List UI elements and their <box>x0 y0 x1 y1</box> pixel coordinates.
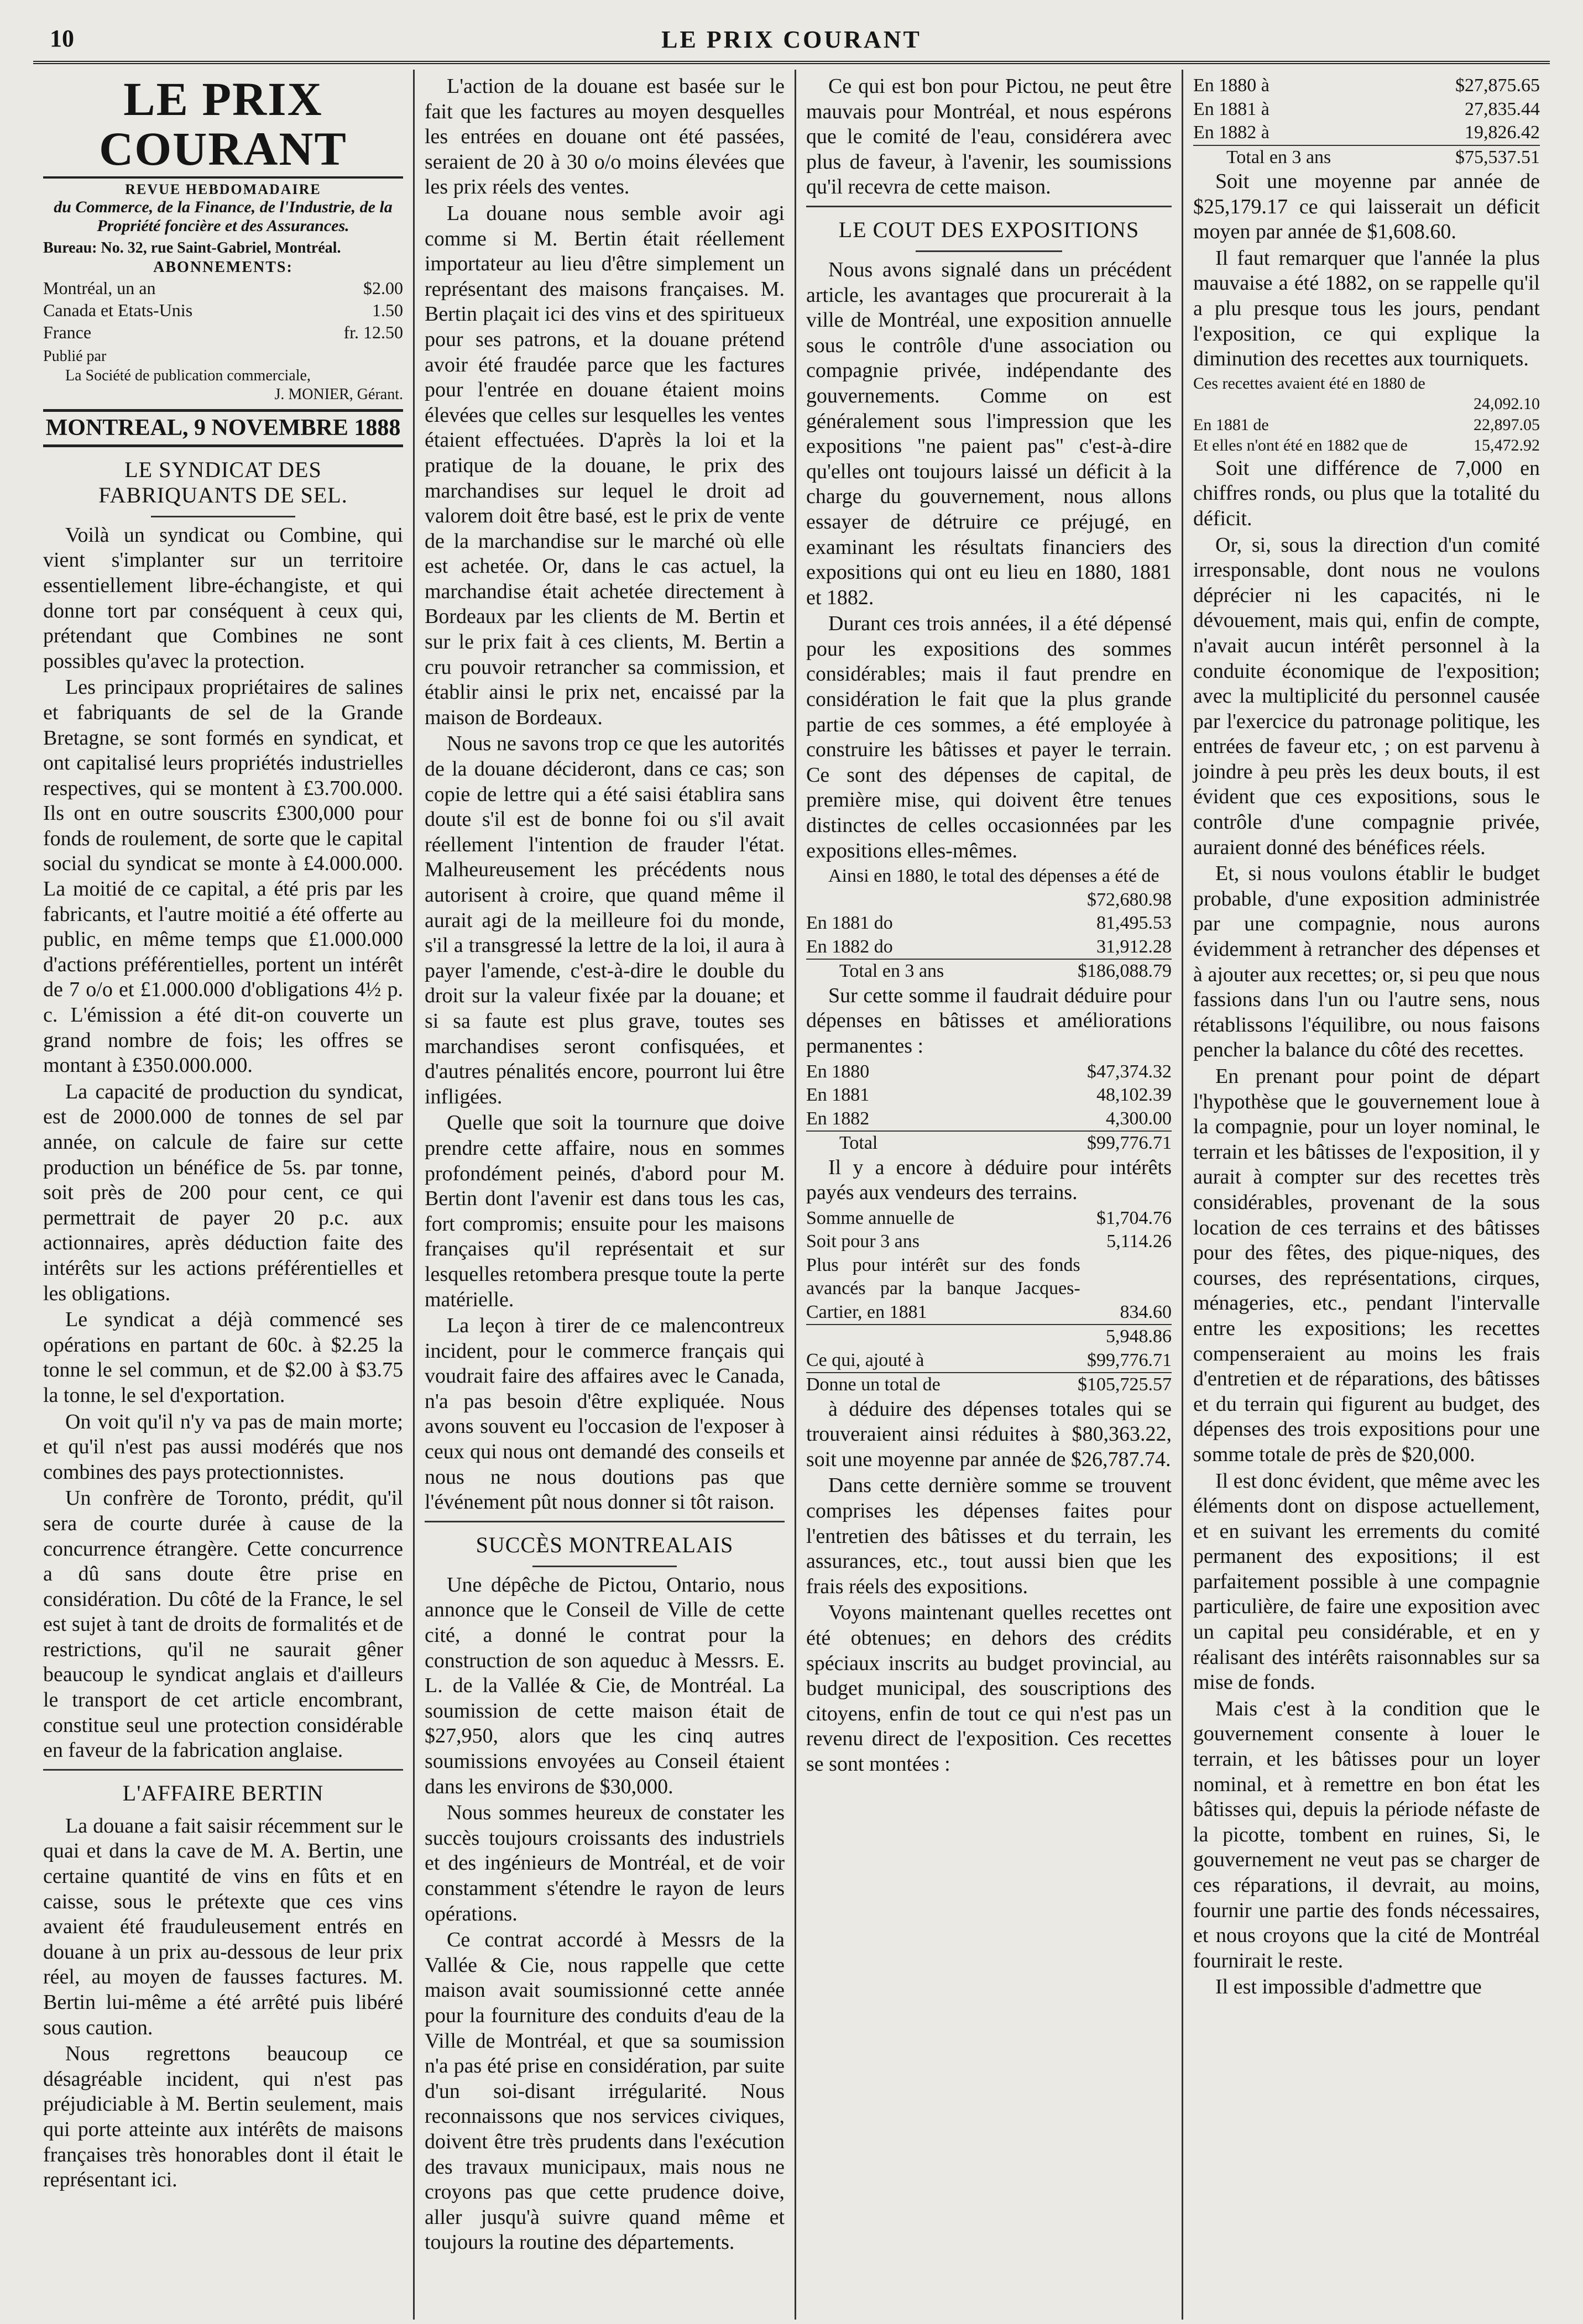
paragraph: Mais c'est à la condition que le gouvernement consente à louer le terrain, et les bâtisses pour un loyer nominal, et à remettre en bon état les bâtisses qui, depuis la période néfaste de la picotte, tombent en ruines, Si, le gouvernement ne veut pas se charger de ces réparations, il devrait, au moins, fournir une partie des fonds nécessaires, et nous croyons que la cité de Montréal fournirait le reste. <box>1193 1697 1540 1972</box>
ledger-amount: 31,912.28 <box>1096 936 1172 957</box>
paragraph: Nous ne savons trop ce que les autorités de la douane décideront, dans ce cas; son copie de lettre qui a été saisi établira sans doute s'il est de bonne foi ou s'il avait réellement l'intention de frauder l'état. Malheureusement les précédents nous autorisent à croire, que quand même il aurait agi de la meilleure foi du monde, s'il a transgressé la lettre de la loi, il aura à payer l'amende, c'est-à-dire le double du droit sur la valeur fixée par la douane; et si sa faute est plus grave, toutes ses marchandises seront confisquées, et d'autres pénalités encore, pourront lui être infligées. <box>425 732 785 1108</box>
ledger-amount: $27,875.65 <box>1455 75 1540 96</box>
table-row <box>1193 415 1540 436</box>
ledger-label: En 1881 do <box>806 913 893 934</box>
table-row <box>806 912 1172 935</box>
running-title: LE PRIX COURANT <box>661 26 922 53</box>
ledger-amount: $1,704.76 <box>1096 1207 1172 1228</box>
subscriptions-table <box>43 277 403 343</box>
paragraph: Soit une moyenne par année de $25,179.17 ce qui laisserait un déficit moyen par année de $1,608.60. <box>1193 170 1540 244</box>
manager-signature: J. MONIER, Gérant. <box>274 385 403 403</box>
divider <box>151 516 295 517</box>
paragraph: Il faut remarquer que l'année la plus mauvaise a été 1882, on se rappelle qu'il a plu presque tous les jours, pendant l'exposition, ce qui explique la diminution des recettes aux tourniquets. <box>1193 246 1540 371</box>
divider <box>532 1566 676 1567</box>
table-row <box>806 1130 1172 1155</box>
ledger-label: En 1880 à <box>1193 75 1269 96</box>
office-address: Bureau: No. 32, rue Saint-Gabriel, Montréal. <box>43 239 341 257</box>
paragraph: Voyons maintenant quelles recettes ont été obtenues; en dehors des crédits spéciaux inscrits au budget provincial, au budget municipal, des souscriptions des citoyens, enfin de tout ce qui n'est pas un revenu direct de l'exposition. Ces recettes se sont montées : <box>806 1601 1172 1776</box>
paragraph: Soit une différence de 7,000 en chiffres ronds, ou plus que la totalité du déficit. <box>1193 456 1540 530</box>
ledger-amount: 27,835.44 <box>1465 98 1540 119</box>
table-row <box>806 1254 1172 1325</box>
interest-ledger <box>806 1207 1172 1397</box>
paragraph: La douane nous semble avoir agi comme si M. Bertin était réellement importateur au lieu d'être simplement un représentant des maisons françaises. M. Bertin plaçait ici des vins et des spiritueux pour ses patrons, et la douane prétend avoir été fraudée parce que les factures pour l'entrée en douane étaient moins élevées que celles sur lesquelles les ventes étaient effectuées. D'après la loi et la pratique de la douane, le prix des marchandises sur lequel le droit ad valorem doit être basé, est le prix de vente de la marchandise sur le marché où elle est achetée. Or, dans le cas actuel, la marchandise était achetée directement à Bordeaux par les clients de M. Bertin et sur le prix fait à ces clients, M. Bertin a cru pouvoir retrancher sa commission, et établir ainsi le prix net, encaissé par la maison de Bordeaux. <box>425 201 785 729</box>
ledger-amount: 22,897.05 <box>1474 415 1540 434</box>
gate-receipts-ledger <box>1193 373 1540 456</box>
paragraph: La capacité de production du syndicat, est de 2000.000 de tonnes de sel par année, on calcule de faire sur cette production un bénéfice de 5s. par tonne, soit près de 200 pour cent, ce qui permettrait de payer 20 p.c. aux actionnaires, après déduction faite des intérêts sur les actions préférentielles et les obligations. <box>43 1080 403 1305</box>
table-row <box>806 959 1172 983</box>
ledger-label: En 1882 à <box>1193 122 1269 143</box>
subscription-amount: 1.50 <box>372 300 403 320</box>
receipts-ledger <box>1193 74 1540 169</box>
column-2 <box>415 70 796 2320</box>
subscriptions-label: ABONNEMENTS: <box>153 258 293 276</box>
paragraph: Un confrère de Toronto, prédit, qu'il sera de courte durée à cause de la concurrence étrangère. Cette concurrence a dû sans doute être prise en considération. Du côté de la France, le sel est sujet à tant de droits de formalités et de restrictions, qu'il ne saurait gêner beaucoup le syndicat anglais et d'ailleurs le transport de cet article encombrant, constitue seul une protection considérable en faveur de la fabrication anglaise. <box>43 1486 403 1762</box>
paragraph: On voit qu'il n'y va pas de main morte; et qu'il n'est pas aussi modérés que nos combines des pays protectionnistes. <box>43 1410 403 1484</box>
divider <box>425 1521 785 1522</box>
ledger-amount: 19,826.42 <box>1465 122 1540 143</box>
ledger-label: En 1881 de <box>1193 415 1269 434</box>
divider <box>916 250 1062 252</box>
ledger-label: En 1881 à <box>1193 98 1269 119</box>
ledger-label: En 1880 <box>806 1061 870 1082</box>
subscription-label: Canada et Etats-Unis <box>43 300 193 320</box>
paragraph: Et, si nous voulons établir le budget probable, d'une exposition administrée par une compagnie, nous aurons évidemment à retrancher des dépenses et à ajouter aux recettes; or, si peu que nous fassions dans l'un ou l'autre sens, nous rétablissons l'équilibre, ou nous faisons pencher la balance du côté des recettes. <box>1193 862 1540 1062</box>
ledger-label: En 1882 do <box>806 936 893 957</box>
ledger-label: Somme annuelle de <box>806 1207 955 1228</box>
paragraph: Dans cette dernière somme se trouvent comprises les dépenses faites pour l'entretien des bâtisses et du terrain, les assurances, etc., tout aussi bien que les frais réels des expositions. <box>806 1474 1172 1598</box>
divider <box>806 206 1172 207</box>
paragraph: à déduire des dépenses totales qui se trouveraient ainsi réduites à $80,363.22, soit une moyenne par année de $26,787.74. <box>806 1397 1172 1471</box>
masthead-subtitle: REVUE HEBDOMADAIRE <box>125 181 321 197</box>
ledger-amount: $186,088.79 <box>1078 961 1172 982</box>
ledger-amount: 48,102.39 <box>1096 1085 1172 1105</box>
table-row <box>806 1349 1172 1373</box>
paragraph: Nous sommes heureux de constater les succès toujours croissants des industriels et des ingénieurs de Montréal, et de voir constamment s'étendre le rayon de leurs opérations. <box>425 1801 785 1925</box>
table-row <box>1193 121 1540 145</box>
table-row <box>1193 435 1540 456</box>
table-row <box>806 1060 1172 1084</box>
paragraph: Durant ces trois années, il a été dépensé pour les expositions des sommes considérables; mais il faut prendre en considération le fait que la plus grande partie de ces sommes, a été employée à construire les bâtisses et payer le terrain. Ce sont des dépenses de capital, de première mise, qui doivent être tenues distinctes de celles occasionnées par les expositions elles-mêmes. <box>806 612 1172 862</box>
running-head <box>33 22 1550 64</box>
article-title-succes: SUCCÈS MONTREALAIS <box>476 1532 734 1557</box>
publisher-label: Publié par <box>43 347 107 365</box>
paragraph: Quelle que soit la tournure que doive prendre cette affaire, nous en sommes profondément peinés, d'abord pour M. Bertin dont l'avenir est dans tous les cas, fort compromis; ensuite pour les maisons françaises qu'il représentait et sur lesquelles retombera presque toute la perte matérielle. <box>425 1111 785 1311</box>
paragraph: Une dépêche de Pictou, Ontario, nous annonce que le Conseil de Ville de cette cité, a donné le contrat pour la construction de son aqueduc à Messrs. E. L. de la Vallée & Cie, de Montréal. La soumission de cette maison était de $27,950, alors que les cinq autres soumissions envoyées au Conseil étaient dans les environs de $30,000. <box>425 1573 785 1798</box>
table-row <box>806 1107 1172 1131</box>
table-row <box>43 321 403 343</box>
table-row <box>806 1084 1172 1107</box>
table-row <box>1193 145 1540 170</box>
ledger-amount: 81,495.53 <box>1096 913 1172 934</box>
columns <box>33 70 1550 2320</box>
paragraph: Or, si, sous la direction d'un comité irresponsable, dont nous ne voulons déprécier ni les capacités, ni le dévouement, mais qui, enfin de compte, n'avait aucun intérêt personnel à la conduite économique de l'exposition; avec la multiplicité du personnel causée par l'exercice du patronage politique, les entrées de faveur etc, ; on est parvenu à joindre à peu près les deux bouts, il est évident que ces expositions, sous le contrôle d'une compagnie privée, auraient donné des bénéfices réels. <box>1193 533 1540 859</box>
ledger-amount: $105,725.57 <box>1078 1374 1172 1395</box>
table-row <box>806 1230 1172 1254</box>
paragraph: L'action de la douane est basée sur le fait que les factures au moyen desquelles les entrées en douane ont été passées, seraient de 20 à 30 o/o moins élevées que les prix réels des ventes. <box>425 75 785 199</box>
column-1 <box>33 70 415 2320</box>
paragraph: La douane a fait saisir récemment sur le quai et dans la cave de M. A. Bertin, une certaine quantité de vins en fûts et en caisse, sous le prétexte que ces vins avaient été frauduleusement entrés en douane à un prix au-dessous de leur prix réel, au moyen de fausses factures. M. Bertin lui-même a été arrêté puis libéré sous caution. <box>43 1814 403 2039</box>
paragraph: Ce contrat accordé à Messrs de la Vallée & Cie, nous rappelle que cette maison avait soumissionné cette année pour la fourniture des conduits d'eau de la Ville de Montréal, et que sa soumission n'a pas été prise en considération, par suite d'un soi-disant irrégularité. Nous reconnaissons que nos services civiques, doivent être très prudents dans l'exécution des travaux municipaux, mais nous ne croyons pas que cette prudence doive, aller jusqu'à suivre quand même et toujours la routine des départements. <box>425 1928 785 2254</box>
article-title-bertin: L'AFFAIRE BERTIN <box>122 1780 324 1805</box>
paragraph: Il est impossible d'admettre que <box>1215 1975 1482 1999</box>
paragraph: Le syndicat a déjà commencé ses opérations en partant de 60c. à $2.25 la tonne le sel commun, et de $2.00 à $3.75 la tonne, le sel d'exportation. <box>43 1308 403 1407</box>
table-row <box>1193 98 1540 122</box>
ledger-label: Soit pour 3 ans <box>806 1231 920 1252</box>
table-row <box>1193 74 1540 98</box>
divider <box>43 1769 403 1771</box>
ledger-amount: 834.60 <box>1120 1301 1172 1322</box>
table-row <box>806 1372 1172 1397</box>
ledger-amount: 15,472.92 <box>1474 436 1540 455</box>
subscription-amount: fr. 12.50 <box>343 322 403 342</box>
ledger-label: Total en 3 ans <box>1226 146 1331 168</box>
subscription-label: Montréal, un an <box>43 278 156 298</box>
paragraph: Il y a encore à déduire pour intérêts payés aux vendeurs des terrains. <box>806 1155 1172 1205</box>
paragraph: Voilà un syndicat ou Combine, qui vient s'implanter sur un territoire essentiellement libre-échangiste, et qui donne tort par conséquent à ceux qui, prétendant que Combines ne sont possibles qu'avec la protection. <box>43 523 403 673</box>
ledger-label: Ce qui, ajouté à <box>806 1349 924 1370</box>
ledger-label: Total <box>839 1133 878 1153</box>
paragraph: Nous regrettons beaucoup ce désagréable incident, qui n'est pas préjudiciable à M. Bertin seulement, mais qui porte atteinte aux intérêts de maisons françaises très honorables dont il était le représentant ici. <box>43 2042 403 2192</box>
paragraph: Nous avons signalé dans un précédent article, les avantages que procurerait à la ville de Montréal, une exposition annuelle sous le contrôle d'une association ou compagnie privée, indépendante des gouvernements. Comme on est généralement sous l'impression que les expositions "ne paient pas" c'est-à-dire qu'elles ont toujours laissé un déficit à la charge du gouvernement, nous allons essayer de détruire ce préjugé, en examinant les résultats financiers des expositions qui ont eu lieu en 1880, 1881 et 1882. <box>806 258 1172 609</box>
permanent-ledger <box>806 1060 1172 1155</box>
paragraph: Il est donc évident, que même avec les éléments dont on dispose actuellement, et en suivant les errements du comité permanent des expositions; il est parfaitement possible à une compagnie particulière, de faire une exposition avec un capital peu considérable, et en y réalisant des intérêts raisonnables sur sa mise de fonds. <box>1193 1469 1540 1694</box>
subscription-label: France <box>43 322 92 342</box>
article-title-syndicat: LE SYNDICAT DES FABRIQUANTS DE SEL. <box>98 457 348 507</box>
ledger-label: Total en 3 ans <box>839 961 944 982</box>
dateline: MONTREAL, 9 NOVEMBRE 1888 <box>43 409 403 447</box>
column-4 <box>1183 70 1550 2320</box>
ledger-amount: $99,776.71 <box>1087 1133 1172 1153</box>
ledger-amount: $72,680.98 <box>1087 889 1172 910</box>
ledger-intro: Ainsi en 1880, le total des dépenses a été de <box>828 866 1159 887</box>
masthead-description: du Commerce, de la Finance, de l'Industrie, de la Propriété foncière et des Assurances. <box>54 197 393 235</box>
column-3 <box>796 70 1183 2320</box>
ledger-amount: 5,948.86 <box>806 1324 1172 1349</box>
paragraph: La leçon à tirer de ce malencontreux incident, pour le commerce français qui voudrait faire des affaires avec le Canada, n'a pas besoin d'être expliquée. Nous avons souvent eu l'occasion de l'exposer à ceux qui nous ont demandé des conseils et nous ne nous doutions pas que l'événement pût nous donner si tôt raison. <box>425 1314 785 1514</box>
ledger-intro: Ces recettes avaient été en 1880 de <box>1193 374 1425 392</box>
paragraph: En prenant pour point de départ l'hypothèse que le gouvernement loue à la compagnie, pour un loyer nominal, le terrain et les bâtisses de l'exposition, il y aurait à compter sur des recettes très considérables, provenant de la sous location de ces terrains et des bâtisses pour des fêtes, des pique-niques, des courses, des représentations, cirques, ménageries, etc., pendant l'intervalle entre les expositions; les recettes compenseraient au moins les frais d'entretien et de réparations, des bâtisses et du terrain qui figurent au budget, des dépenses des trois expositions pour une somme totale de près de $20,000. <box>1193 1065 1540 1466</box>
ledger-amount: $99,776.71 <box>1087 1349 1172 1370</box>
paragraph: Ce qui est bon pour Pictou, ne peut être mauvais pour Montréal, et nous espérons que le comité de l'eau, considérera avec plus de faveur, à l'avenir, les soumissions qu'il recevra de cette maison. <box>806 75 1172 199</box>
ledger-amount: 5,114.26 <box>1106 1231 1172 1252</box>
ledger-amount: $75,537.51 <box>1455 146 1540 168</box>
table-row <box>806 935 1172 959</box>
ledger-label: Donne un total de <box>806 1374 941 1395</box>
masthead-title: LE PRIX COURANT <box>43 74 403 179</box>
paragraph: Sur cette somme il faudrait déduire pour dépenses en bâtisses et améliorations permanentes : <box>806 983 1172 1058</box>
ledger-amount: 4,300.00 <box>1106 1108 1172 1129</box>
ledger-label: En 1882 <box>806 1108 870 1129</box>
expenses-ledger <box>806 865 1172 983</box>
publisher-name: La Société de publication commerciale, <box>65 367 311 384</box>
article-title-cout: LE COUT DES EXPOSITIONS <box>838 217 1140 242</box>
ledger-label: Et elles n'ont été en 1882 que de <box>1193 436 1408 455</box>
page-number: 10 <box>50 25 74 52</box>
ledger-amount: $47,374.32 <box>1087 1061 1172 1082</box>
subscription-amount: $2.00 <box>363 278 403 298</box>
table-row <box>806 1207 1172 1231</box>
ledger-label: Plus pour intérêt sur des fonds avancés par la banque Jacques-Cartier, en 1881 <box>806 1254 1080 1322</box>
table-row <box>43 299 403 321</box>
table-row <box>43 277 403 299</box>
ledger-amount: 24,092.10 <box>1474 395 1540 413</box>
ledger-label: En 1881 <box>806 1085 870 1105</box>
paragraph: Les principaux propriétaires de salines et fabriquants de sel de la Grande Bretagne, se sont formés en syndicat, et ont capitalisé leurs propriétés industrielles respectives, qui se montent à £3.700.000. Ils ont en outre souscrits £300,000 pour fonds de roulement, de sorte que le capital social du syndicat se monte à £4.000.000. La moitié de ce capital, a été pris par les fabricants, et l'autre moitié a été offerte au public, en même temps que £1.000.000 d'actions préférentielles, portent un intérêt de 7 o/o et £1.000.000 d'obligations 4½ p. c. L'émission a été dit-on couverte un grand nombre de fois; les offres se montant à £350.000.000. <box>43 676 403 1077</box>
